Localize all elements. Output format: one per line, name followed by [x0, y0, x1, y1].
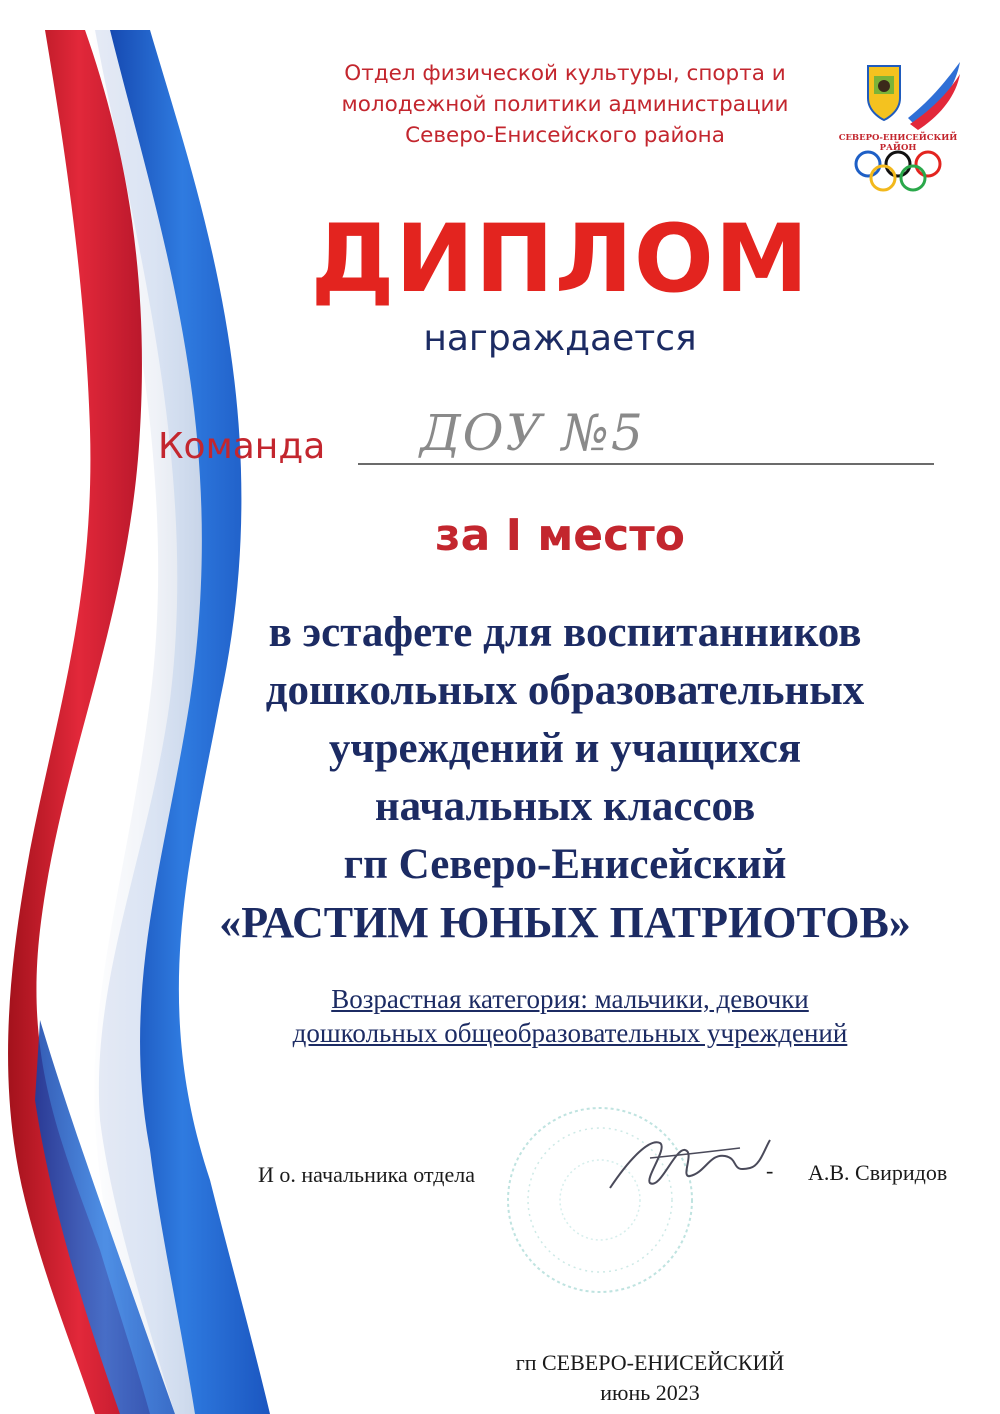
footer-place: гп СЕВЕРО-ЕНИСЕЙСКИЙ — [515, 1350, 785, 1375]
organization-line: молодежной политики администрации — [341, 92, 789, 117]
description-line: учреждений и учащихся — [328, 725, 802, 772]
emblem-text: РАЙОН — [879, 143, 917, 153]
description-line: дошкольных образовательных — [265, 667, 865, 714]
signature-dash: - — [766, 1158, 774, 1183]
handwritten-signature — [590, 1118, 790, 1208]
description-line: в эстафете для воспитанников — [268, 609, 862, 656]
organization-name — [290, 58, 840, 151]
signatory-name: А.В. Свиридов — [808, 1160, 948, 1185]
awarded-text: награждается — [423, 318, 697, 359]
team-label: Команда — [158, 426, 326, 467]
category-line: Возрастная категория: мальчики, девочки — [331, 984, 809, 1014]
diploma-title: ДИПЛОМ — [310, 205, 810, 314]
event-description — [140, 604, 990, 952]
olympic-rings-icon — [856, 152, 940, 190]
category-line: дошкольных общеобразовательных учреждений — [292, 1018, 848, 1048]
team-underline — [358, 463, 934, 465]
organization-line: Северо-Енисейского района — [405, 123, 725, 148]
place-awarded: за I место — [435, 510, 685, 561]
emblem-text: СЕВЕРО-ЕНИСЕЙСКИЙ — [838, 133, 958, 143]
organization-line: Отдел физической культуры, спорта и — [344, 61, 786, 86]
district-emblem-icon — [838, 58, 962, 198]
description-line: начальных классов — [374, 783, 756, 830]
signatory-role: И о. начальника отдела — [258, 1162, 475, 1187]
team-name-handwritten: ДОУ №5 — [420, 404, 645, 462]
age-category — [180, 982, 960, 1050]
footer — [380, 1348, 920, 1408]
footer-date: июнь 2023 — [600, 1380, 700, 1405]
event-name: «РАСТИМ ЮНЫХ ПАТРИОТОВ» — [219, 898, 911, 947]
description-line: гп Северо-Енисейский — [343, 841, 787, 888]
